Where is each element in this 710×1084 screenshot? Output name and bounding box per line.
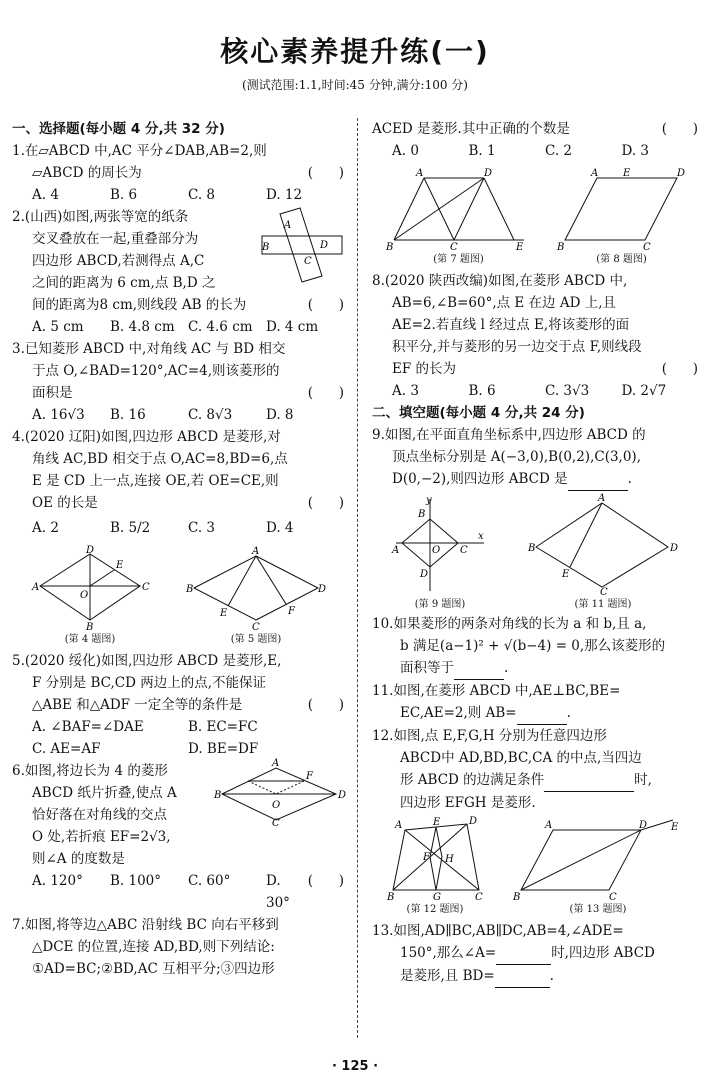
question-7: 7.如图,将等边△ABC 沿射线 BC 向右平移到 △DCE 的位置,连接 AD,BD,则下列结论: ①AD=BC;②BD,AC 互相平分;③四边形 — [12, 917, 279, 977]
svg-text:E: E — [220, 608, 228, 619]
svg-text:B: B — [385, 242, 393, 253]
svg-text:C: C — [449, 242, 458, 253]
question-1: 1.在▱ABCD 中,AC 平分∠DAB,AB=2,则 ▱ABCD 的周长为 ( ) A. 4 B. 6 C. 8 D. 12 — [12, 140, 344, 206]
svg-text:B: B — [513, 892, 521, 903]
svg-text:C: C — [252, 622, 260, 633]
figure-q2 — [252, 206, 344, 284]
svg-text:D: D — [676, 168, 685, 179]
svg-text:C: C — [642, 242, 651, 253]
page-title: 核心素养提升练(一) — [220, 35, 490, 68]
left-column — [12, 118, 347, 980]
svg-text:F: F — [288, 606, 295, 617]
figure-q9: y x A B C D O (第 9 题图) — [392, 495, 484, 610]
svg-text:E: E — [433, 817, 441, 828]
svg-text:A: A — [272, 758, 280, 769]
svg-text:C: C — [304, 256, 312, 267]
figure-q4: A D C B E O (第 4 题图) — [32, 545, 150, 645]
svg-text:E: E — [562, 569, 570, 580]
svg-text:A: A — [415, 168, 423, 179]
svg-text:B: B — [186, 584, 194, 595]
svg-text:D: D — [338, 790, 347, 801]
svg-text:C: C — [272, 818, 280, 829]
svg-text:E: E — [671, 822, 679, 833]
svg-text:G: G — [433, 892, 441, 903]
section-choice-title: 一、选择题(每小题 4 分,共 32 分) — [12, 121, 225, 137]
question-8: 8.(2020 陕西改编)如图,在菱形 ABCD 中, AB=6,∠B=60°,点 E 在边 AD 上,且 AE=2.若直线 l 经过点 E,将该菱形的面 积平分,并与菱形的另一边交于点 F,则线段 EF 的长为 ( ) A. 3 B. 6 C. 3√3 D. 2√7 — [372, 273, 698, 399]
svg-text:D: D — [420, 569, 429, 580]
figure-q8: B A E D C (第 8 题图) — [556, 168, 685, 265]
question-3: 3.已知菱形 ABCD 中,对角线 AC 与 BD 相交 于点 O,∠BAD=120°,AC=4,则该菱形的 面积是 ( ) A. 16√3 B. 16 C. 8√3 D. 8 — [12, 341, 344, 423]
options: A. 4 B. 6 C. 8 D. 12 — [32, 187, 303, 203]
svg-text:B: B — [214, 790, 222, 801]
figure-q13: B A D C E (第 13 题图) — [513, 820, 679, 915]
right-column — [372, 118, 698, 988]
svg-text:A: A — [545, 820, 553, 831]
page-subtitle: (测试范围:1.1,时间:45 分钟,满分:100 分) — [241, 78, 468, 92]
svg-text:B: B — [556, 242, 564, 253]
question-2: A B C D 2.(山西)如图,两张等宽的纸条 交叉叠放在一起,重叠部分为 四边形 ABCD,若测得点 A,C 之间的距离为 6 cm,点 B,D 之 间的距离为8 cm,则线段 AB 的长为 ( ) A. 5 cm B. 4.8 cm C. 4.6 cm D. 4 cm — [12, 206, 344, 338]
question-5: 5.(2020 绥化)如图,四边形 ABCD 是菱形,E, F 分别是 BC,CD 两边上的点,不能保证 △ABE 和△ADF 一定全等的条件是 ( ) A. ∠BAF=∠DAE B. EC=FC C. AE=AF D. BE=DF — [12, 653, 344, 757]
svg-text:A: A — [252, 546, 260, 557]
figure-q6 — [214, 758, 347, 829]
svg-text:C: C — [475, 892, 483, 903]
svg-text:H: H — [445, 854, 454, 865]
svg-text:B: B — [86, 622, 94, 633]
question-6: B A D O C F 6.如图,将边长为 4 的菱形 ABCD 纸片折叠,使点 A 恰好落在对角线的交点 O 处,若折痕 EF=2√3, 则∠A 的度数是 A. 120° B. 100° C. 60° D. 30° ( ) — [12, 758, 347, 911]
svg-text:D: D — [639, 820, 648, 831]
svg-text:E: E — [622, 168, 630, 179]
svg-text:B: B — [262, 242, 270, 253]
answer-paren: ( ) — [307, 165, 344, 181]
svg-text:O: O — [432, 545, 441, 556]
question-7-cont: ACED 是菱形.其中正确的个数是 ( ) A. 0 B. 1 C. 2 D. 3 — [372, 121, 698, 159]
svg-text:B: B — [528, 543, 536, 554]
svg-text:D: D — [670, 543, 679, 554]
question-10: 10.如果菱形的两条对角线的长为 a 和 b,且 a, b 满足(a−1)² + √(b−4) = 0,那么该菱形的 面积等于 . — [372, 613, 698, 680]
svg-text:D: D — [320, 240, 329, 251]
svg-text:A: A — [32, 582, 40, 593]
section-fill-title: 二、填空题(每小题 4 分,共 24 分) — [372, 405, 585, 421]
svg-text:B: B — [418, 509, 426, 520]
svg-text:B: B — [387, 892, 395, 903]
svg-text:E: E — [515, 242, 523, 253]
question-11: 11.如图,在菱形 ABCD 中,AE⊥BC,BE= EC,AE=2,则 AB= . — [372, 680, 698, 725]
svg-text:F: F — [306, 771, 313, 782]
svg-text:D: D — [483, 168, 492, 179]
question-4: 4.(2020 辽阳)如图,四边形 ABCD 是菱形,对 角线 AC,BD 相交于点 O,AC=8,BD=6,点 E 是 CD 上一点,连接 OE,若 OE=CE,则 OE 的长是 ( ) A. 2 B. 5/2 C. 3 D. 4 — [12, 429, 344, 536]
svg-text:A: A — [284, 220, 292, 231]
svg-text:D: D — [318, 584, 327, 595]
svg-text:D: D — [86, 545, 95, 556]
svg-text:A: A — [392, 545, 400, 556]
question-13: 13.如图,AD∥BC,AB∥DC,AB=4,∠ADE= 150°,那么∠A= 时,四边形 ABCD 是菱形,且 BD= . — [372, 920, 698, 988]
svg-text:y: y — [426, 495, 432, 506]
svg-text:O: O — [272, 800, 281, 811]
svg-text:O: O — [80, 590, 89, 601]
svg-text:C: C — [460, 545, 468, 556]
figure-q5: B A D C E F (第 5 题图) — [186, 546, 327, 645]
figure-q12: A D B C E F G H (第 12 题图) — [387, 816, 483, 915]
page-number: · 125 · — [331, 1059, 379, 1074]
svg-text:C: C — [609, 892, 617, 903]
svg-text:E: E — [116, 560, 124, 571]
svg-text:A: A — [395, 820, 403, 831]
figure-q7: A D B C E (第 7 题图) — [385, 168, 523, 265]
svg-text:A: A — [598, 493, 606, 504]
svg-text:x: x — [478, 531, 484, 542]
svg-text:D: D — [469, 816, 478, 827]
svg-text:C: C — [600, 587, 608, 598]
svg-text:F: F — [423, 852, 430, 863]
figure-q11: B A D C E (第 11 题图) — [528, 493, 679, 610]
svg-text:C: C — [142, 582, 150, 593]
column-divider — [357, 118, 358, 1038]
svg-text:A: A — [590, 168, 598, 179]
question-12: 12.如图,点 E,F,G,H 分别为任意四边形 ABCD中 AD,BD,BC,CA 的中点,当四边 形 ABCD 的边满足条件 时, 四边形 EFGH 是菱形. — [372, 728, 652, 811]
question-9: 9.如图,在平面直角坐标系中,四边形 ABCD 的 顶点坐标分别是 A(−3,0),B(0,2),C(3,0), D(0,−2),则四边形 ABCD 是 . — [372, 424, 698, 491]
